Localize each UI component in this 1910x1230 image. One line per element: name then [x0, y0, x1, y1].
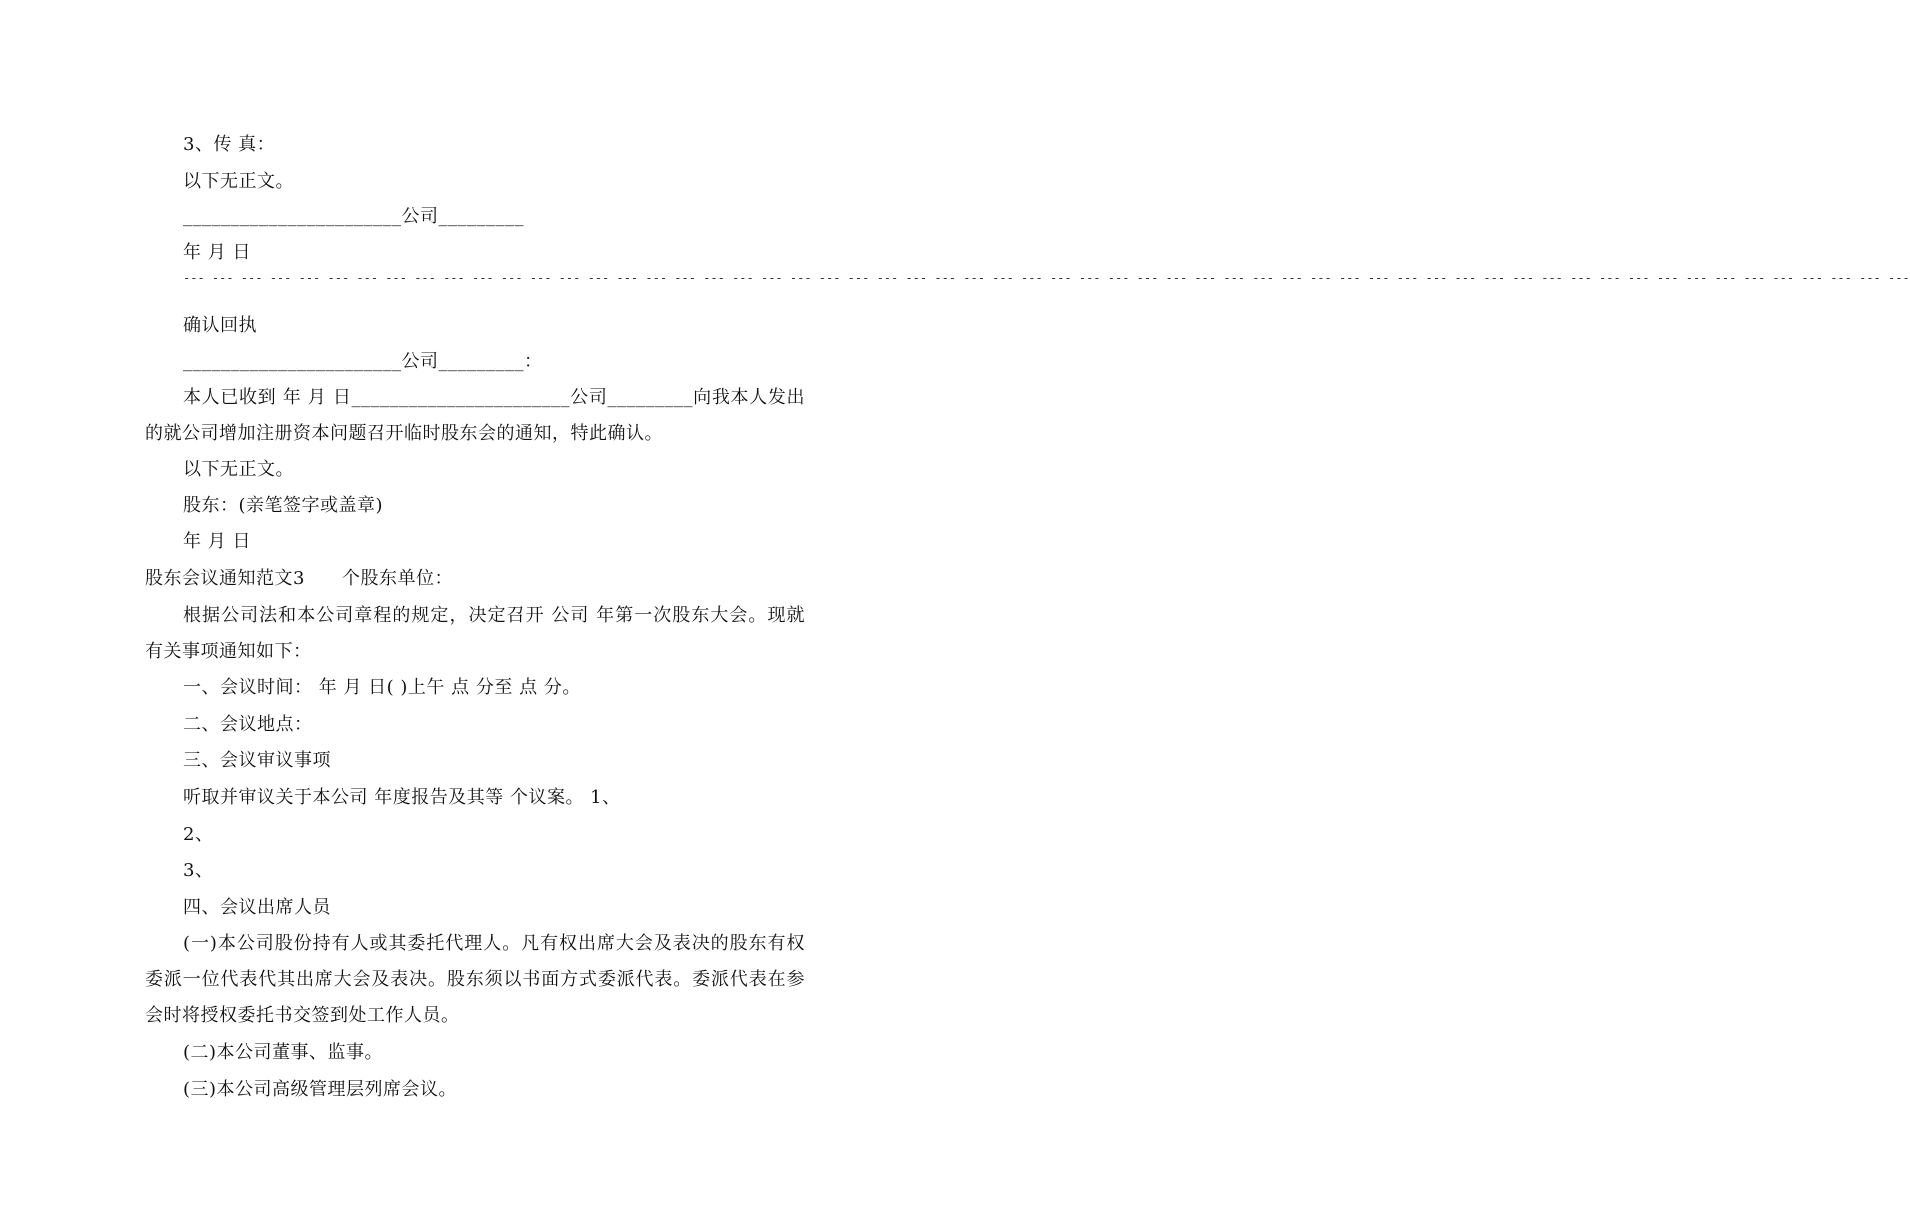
- agenda-item-text: 听取并审议关于本公司 年度报告及其等 个议案。 1、: [183, 787, 621, 808]
- meeting-agenda-heading: 三、会议审议事项: [183, 750, 331, 771]
- receipt-confirmation-paragraph: 本人已收到 年 月 日_______________________公司_________向我本人发出的就公司增加注册资本问题召开临时股东会的通知，特此确认。: [145, 387, 805, 444]
- date-line-1: 年 月 日: [183, 242, 251, 263]
- meeting-location: 二、会议地点：: [183, 714, 313, 735]
- meeting-time: 一、会议时间： 年 月 日( )上午 点 分至 点 分。: [183, 677, 581, 698]
- date-line-2: 年 月 日: [183, 531, 251, 552]
- no-more-text-2: 以下无正文。: [183, 459, 294, 480]
- attendees-paragraph-1: (一)本公司股份持有人或其委托代理人。凡有权出席大会及表决的股东有权委派一位代表代其出席大会及表决。股东须以书面方式委派代表。委派代表在参会时将授权委托书交签到处工作人员。: [145, 933, 805, 1026]
- attendees-heading: 四、会议出席人员: [183, 897, 331, 918]
- no-more-text-1: 以下无正文。: [183, 171, 294, 192]
- company-blank-line: _______________________公司_________: [183, 206, 524, 227]
- shareholder-signature: 股东：(亲笔签字或盖章): [183, 495, 384, 516]
- receipt-title: 确认回执: [183, 315, 257, 336]
- sample-heading: 股东会议通知范文3 个股东单位：: [145, 568, 453, 589]
- fax-line: 3、传 真：: [183, 134, 276, 155]
- notice-intro-paragraph: 根据公司法和本公司章程的规定，决定召开 公司 年第一次股东大会。现就有关事项通知如下：: [145, 605, 805, 662]
- agenda-item-2: 2、: [183, 824, 214, 845]
- agenda-item-3: 3、: [183, 860, 214, 881]
- receipt-company-blank: _______________________公司_________：: [183, 351, 543, 372]
- attendees-item-2: (二)本公司董事、监事。: [183, 1042, 384, 1063]
- attendees-item-3: (三)本公司高级管理层列席会议。: [183, 1079, 458, 1100]
- cut-line-divider: --- --- --- --- --- --- --- --- --- --- --- --- --- --- --- --- --- --- --- --- --- --- --- --- --- --- --- --- --- --- --- --- --- --- --- --- --- --- --- --- --- --- --- --- --- --- --- --- --- --- --- --- --- --- --- --- --- --- --- ---: [183, 271, 1910, 285]
